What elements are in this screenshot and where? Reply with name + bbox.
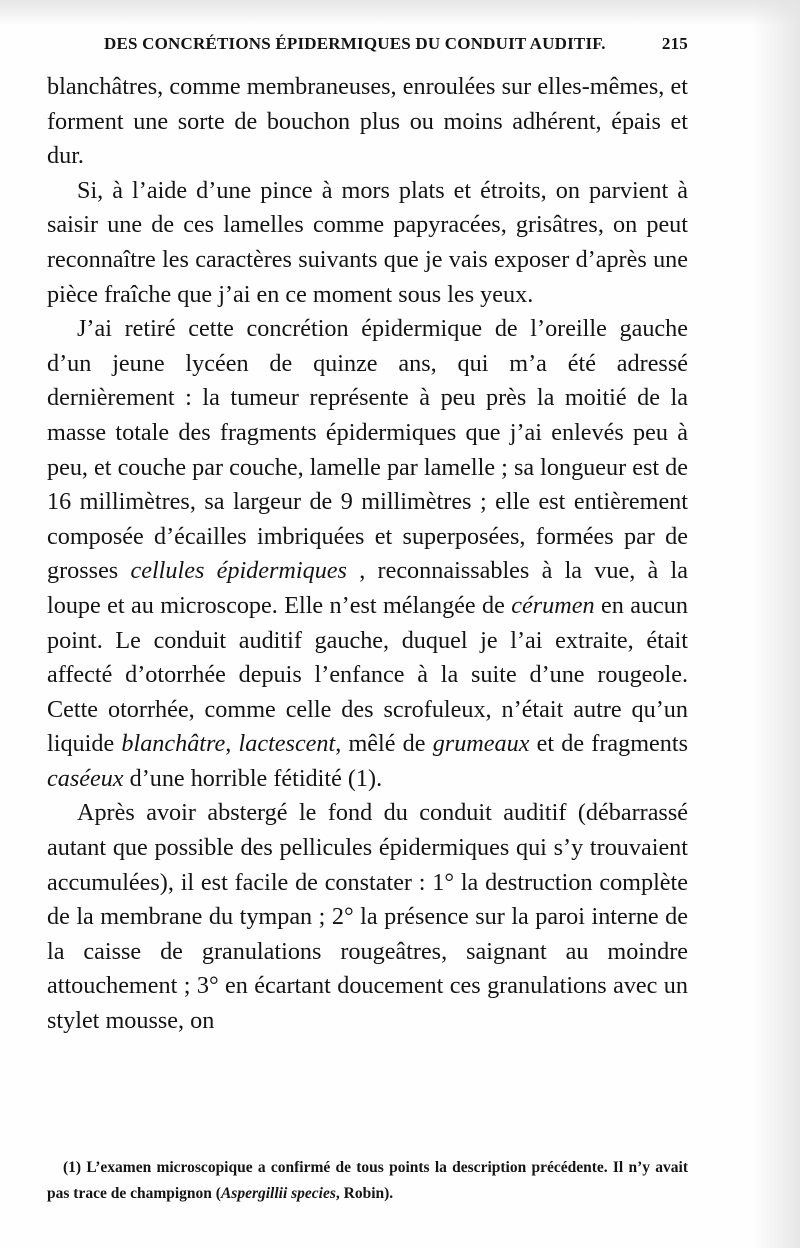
paragraph-2: Si, à l’aide d’une pince à mors plats et étroits, on parvient à saisir une de ces lamelles comme papyracées, grisâtres, on peut reconnaître les caractères suivants que je vais exposer d’après une pièce fraîche que j’ai en ce moment sous les yeux. <box>47 176 688 308</box>
italic-term-caseeux: caséeux <box>47 764 124 792</box>
footnote-1 <box>47 1155 688 1207</box>
paragraph-3-text-4: , <box>225 730 239 758</box>
italic-term-cerumen: cérumen <box>511 591 595 619</box>
paragraph-3-text-5: , mêlé de <box>335 730 433 758</box>
footnote-italic-species: Aspergillii species <box>220 1185 336 1202</box>
paragraph-4: Après avoir abstergé le fond du conduit auditif (débarrassé autant que possible des pellicules épidermiques qui s’y trouvaient accumulées), il est facile de constater : 1° la destruction complète de la membrane du tympan ; 2° la présence sur la paroi interne de la caisse de granulations rougeâtres, saignant au moindre attouchement ; 3° en écartant doucement ces granulations avec un stylet mousse, on <box>47 799 688 1035</box>
paragraph-3 <box>47 312 688 796</box>
footnote-tail: , Robin). <box>335 1185 394 1202</box>
footnote <box>47 1155 688 1207</box>
paragraph-3-text-3: en aucun point. Le conduit auditif gauche, duquel je l’ai extraite, était affecté d’otorrhée depuis l’enfance à la suite d’une rougeole. Cette otorrhée, comme celle des scrofuleux, n’était autre qu’un liquide <box>47 591 688 758</box>
italic-term-lactescent: lactescent <box>238 730 336 758</box>
paragraph-3-text-7: d’une horrible fétidité (1). <box>123 764 383 792</box>
running-title: DES CONCRÉTIONS ÉPIDERMIQUES DU CONDUIT AUDITIF. <box>104 34 606 53</box>
paragraph-1: blanchâtres, comme membraneuses, enroulées sur elles-mêmes, et forment une sorte de bouchon plus ou moins adhérent, épais et dur. <box>47 73 688 170</box>
paragraph-3-text-2: , reconnaissables à la vue, à la loupe et au microscope. Elle n’est mélangée de <box>47 557 688 619</box>
italic-term-grumeaux: grumeaux <box>432 730 530 758</box>
paragraph-3-text-1: J’ai retiré cette concrétion épidermique de l’oreille gauche d’un jeune lycéen de quinze ans, qui m’a été adressé dernièrement : la tumeur représente à peu près la moitié de la masse totale des fragments épidermiques que j’ai enlevés peu à peu, et couche par couche, lamelle par lamelle ; sa longueur est de 16 millimètres, sa largeur de 9 millimètres ; elle est entièrement composée d’écailles imbriquées et superposées, formées par de grosses <box>47 315 688 585</box>
body-text <box>47 70 688 1039</box>
page-edge-shadow-right <box>752 0 800 1248</box>
italic-term-cellules: cellules épidermiques <box>130 557 347 585</box>
footnote-text: (1) L’examen microscopique a confirmé de tous points la description précédente. Il n’y avait pas trace de champignon ( <box>47 1159 688 1202</box>
page-number: 215 <box>661 34 688 53</box>
paragraph-3-text-6: et de fragments <box>529 730 689 758</box>
italic-term-blanchatre: blanchâtre <box>121 730 226 758</box>
page-edge-shadow-top <box>0 0 800 26</box>
